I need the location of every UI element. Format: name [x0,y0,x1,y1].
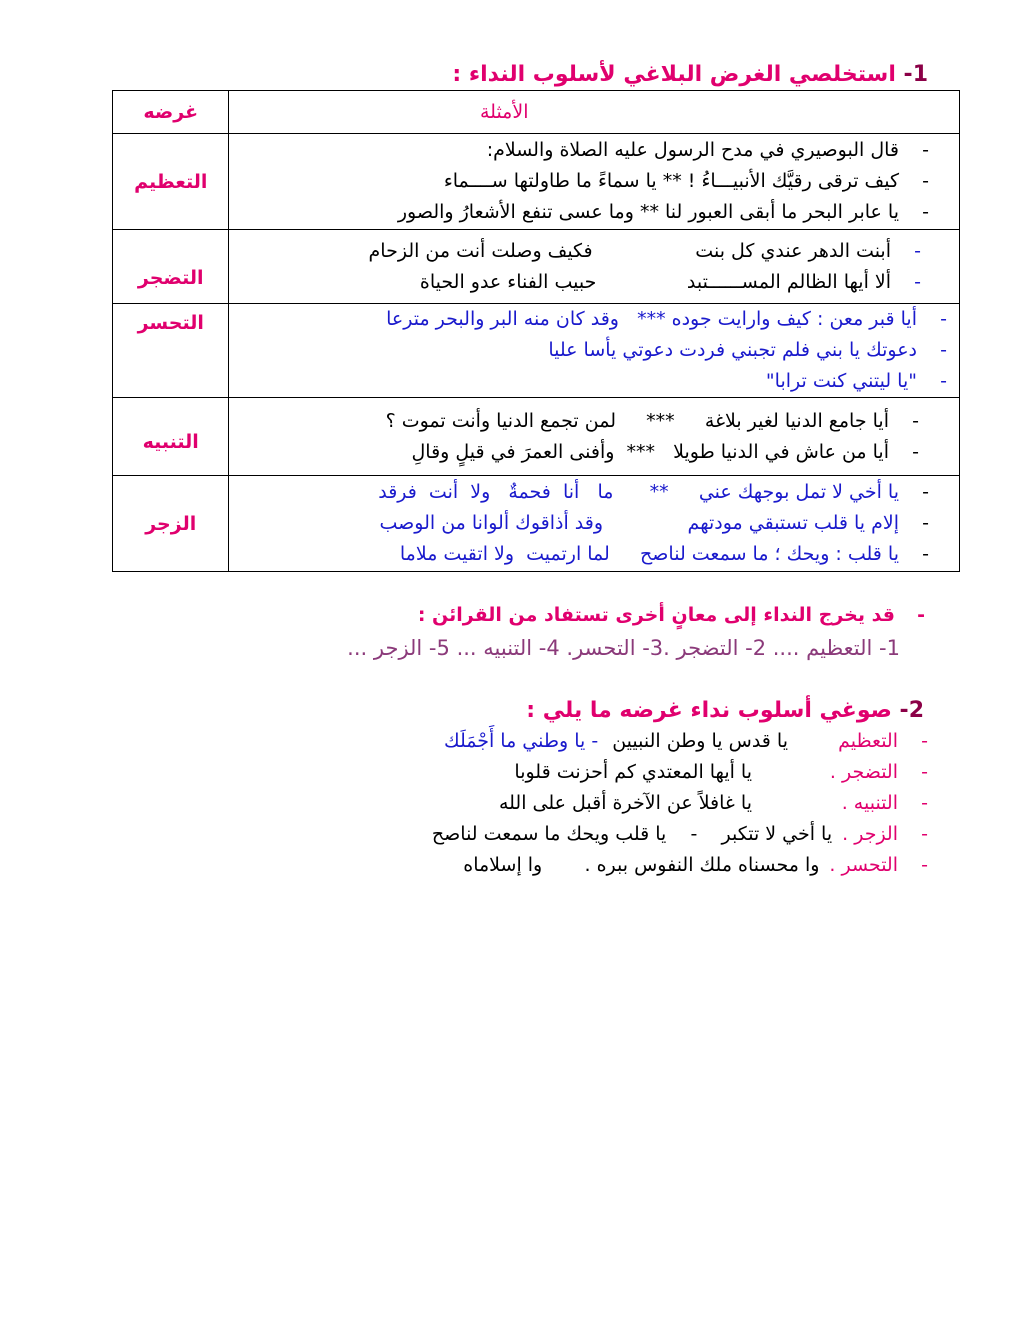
header-purpose: غرضه [113,91,229,134]
table-header-row [113,91,960,134]
header-examples: الأمثلة [229,91,960,134]
examples-cell [229,134,960,230]
example-line: -كيف ترقى رقيَّك الأنبيـــاءُ ! ** يا سماءً ما طاولتها ســــماء [443,170,929,192]
q2-item: -التنبيه .يا غافلاً عن الآخرة أقبل على الله [498,792,928,814]
example-line: -دعوتك يا بني فلم تجبني فردت دعوتي يأسا عليا [548,339,947,361]
purpose-cell: التحسر [113,304,229,398]
example-line: -يا قلب : ويحك ؛ ما سمعت لناصح لما ارتميت ولا اتقيت ملاما [399,543,929,565]
table-row [113,476,960,572]
question-2-title [526,698,924,723]
example-line: -يا أخي لا تمل بوجهك عني ** ما أنا فحمةٌ ولا أنت فرقد [378,481,929,503]
example-line: -"يا ليتني كنت ترابا" [765,370,947,392]
note-body: 1- التعظيم .... 2- التضجر .3- التحسر. 4- التنبيه ... 5- الزجر ... [347,636,900,660]
q2-item: -الزجر .يا أخي لا تتكبر - يا قلب ويحك ما سمعت لناصح [431,823,928,845]
table-row [113,230,960,304]
example-line: -أيا قبر معن : كيف وارايت جوده *** وقد كان منه البر والبحر مترعا [386,308,947,330]
purpose-cell: التعظيم [113,134,229,230]
q2-item: -التعظيميا قدس يا وطن النبيين- يا وطني ما أَجْمَلَك [443,730,928,752]
example-line: -قال البوصيري في مدح الرسول عليه الصلاة والسلام: [486,139,929,161]
question-2-text: صوغي أسلوب نداء غرضه ما يلي : [526,698,892,723]
example-line: -إلام يا قلب تستبقي مودتهم وقد أذاقوك ألوانا من الوصب [379,512,929,534]
example-line: -ألا أيها الظالم المســــــتبد حبيب الفناء عدو الحياة [419,270,921,293]
example-line: -أيا من عاش في الدنيا طويلا *** وأفنى العمرَ في قيلٍ وقالِ [411,440,919,463]
examples-cell [229,304,960,398]
examples-cell [229,230,960,304]
purpose-cell: التنبيه [113,398,229,476]
table-row [113,304,960,398]
example-line: -أيا جامع الدنيا لغير بلاغة *** لمن تجمع الدنيا وأنت تموت ؟ [385,409,919,432]
table-row [113,398,960,476]
examples-cell [229,476,960,572]
note-title: -قد يخرج النداء إلى معانٍ أخرى تستفاد من القرائن : [417,604,925,626]
question-2-number: 2- [899,698,924,723]
question-1-number: 1- [903,62,928,87]
examples-cell [229,398,960,476]
q2-item: -التحسر .وا محسناه ملك النفوس ببره . وا إسلاماه [463,854,928,876]
question-1-title [452,62,928,87]
question-1-text: استخلصي الغرض البلاغي لأسلوب النداء : [452,62,896,87]
purpose-cell: الزجر [113,476,229,572]
purpose-cell: التضجر [113,230,229,304]
q2-item: -التضجر .يا أيها المعتدي كم أحزنت قلوبا [514,761,928,783]
table-row [113,134,960,230]
example-line: -أبنت الدهر عندي كل بنت فكيف وصلت أنت من الزحام [368,239,921,262]
example-line: -يا عابر البحر ما أبقى العبور لنا ** وما عسى تنفع الأشعارُ والصور [397,201,929,223]
vocative-purposes-table [112,90,960,572]
